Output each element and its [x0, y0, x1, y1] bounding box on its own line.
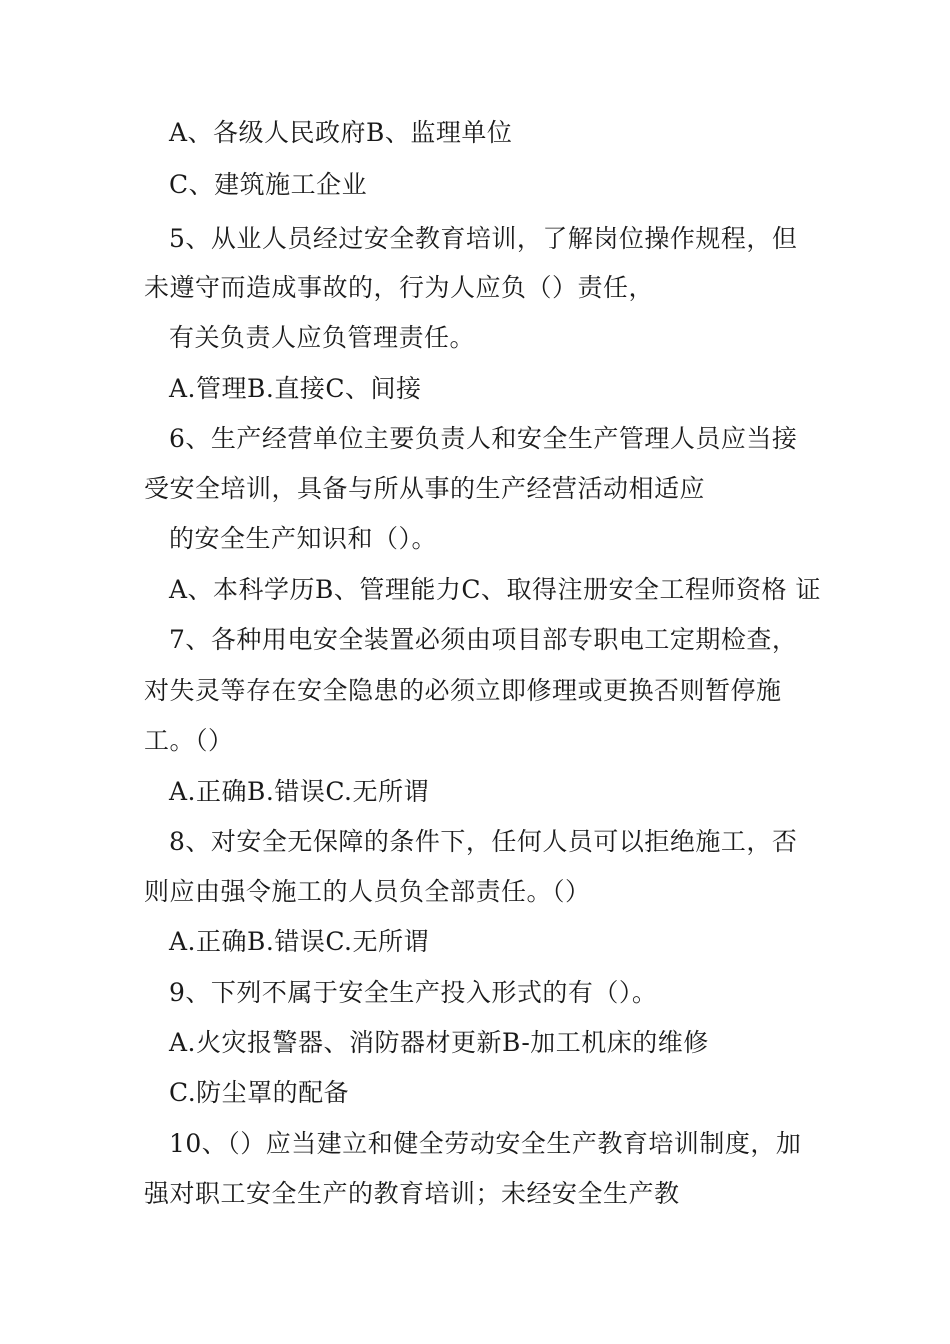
question-8-cont: 则应由强令施工的人员负全部责任。（）: [144, 877, 591, 906]
option-line-q9-ab: A.火灾报警器、消防器材更新B-加工机床的维修: [169, 1028, 709, 1057]
question-5: 5、从业人员经过安全教育培训，了解岗位操作规程，但: [169, 224, 798, 253]
question-7-cont-2: 工。（）: [144, 726, 234, 755]
question-7-cont: 对失灵等存在安全隐患的必须立即修理或更换否则暂停施: [144, 676, 782, 705]
question-10-cont: 强对职工安全生产的教育培训；未经安全生产教: [144, 1179, 680, 1208]
question-6-cont: 受安全培训，具备与所从事的生产经营活动相适应: [144, 474, 706, 503]
question-8: 8、对安全无保障的条件下，任何人员可以拒绝施工，否: [169, 827, 798, 856]
option-line-q4-c: C、建筑施工企业: [169, 170, 368, 199]
option-line-q7: A.正确B.错误C.无所谓: [169, 777, 430, 806]
option-line-q9-c: C.防尘罩的配备: [169, 1078, 350, 1107]
question-5-cont-2: 有关负责人应负管理责任。: [169, 323, 476, 352]
question-9: 9、下列不属于安全生产投入形式的有（）。: [169, 978, 658, 1007]
question-6-cont-2: 的安全生产知识和（）。: [169, 524, 438, 553]
question-6: 6、生产经营单位主要负责人和安全生产管理人员应当接: [169, 424, 798, 453]
question-7: 7、各种用电安全装置必须由项目部专职电工定期检查，: [169, 625, 798, 654]
question-5-cont: 未遵守而造成事故的，行为人应负（）责任，: [144, 273, 655, 302]
option-line-q4: A、各级人民政府B、监理单位: [169, 118, 513, 147]
option-line-q6: A、本科学历B、管理能力C、取得注册安全工程师资格 证: [169, 575, 822, 604]
question-10: 10、（）应当建立和健全劳动安全生产教育培训制度，加: [169, 1129, 802, 1158]
option-line-q5: A.管理B.直接C、间接: [169, 374, 422, 403]
option-line-q8: A.正确B.错误C.无所谓: [169, 927, 430, 956]
